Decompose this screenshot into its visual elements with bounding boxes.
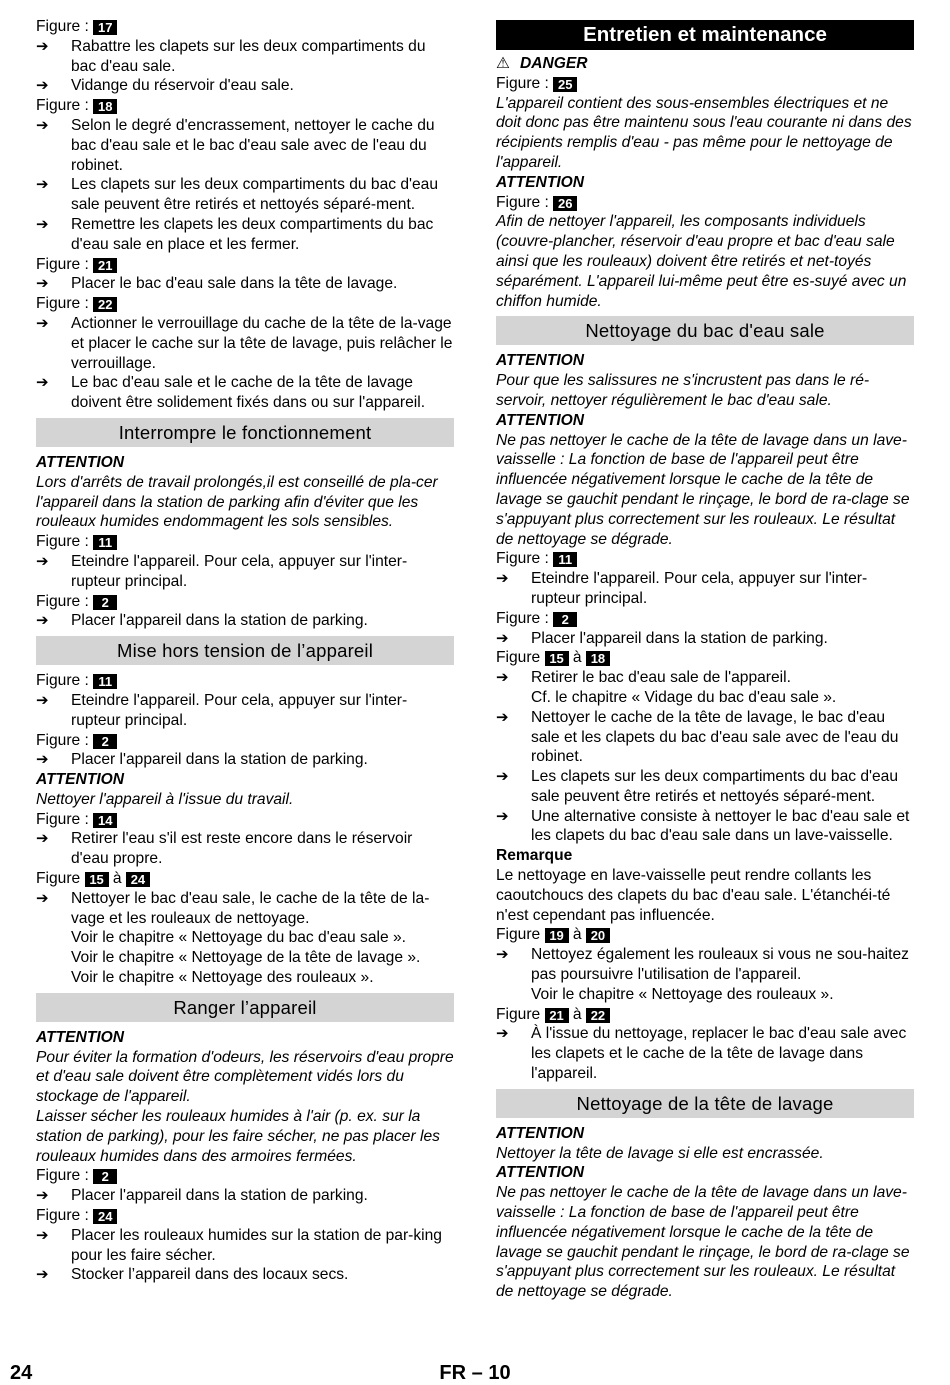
step-text-block <box>71 750 454 770</box>
figure-label: Figure : <box>36 1207 89 1225</box>
arrow-icon <box>36 611 71 631</box>
figure-ref <box>36 1166 454 1186</box>
figure-number-badge: 17 <box>93 20 117 35</box>
step-text-block <box>531 708 914 767</box>
danger-label <box>496 54 914 74</box>
step-text-block <box>71 373 454 413</box>
figure-number-badge: 2 <box>93 734 117 749</box>
figure-range-separator: à <box>572 926 582 944</box>
attention-label: ATTENTION <box>496 1164 585 1182</box>
figure-ref <box>36 810 454 830</box>
figure-number-badge: 11 <box>93 535 117 550</box>
warning-text: Nettoyer l'appareil à l'issue du travail. <box>36 790 294 808</box>
arrow-icon <box>36 314 71 373</box>
instruction-step <box>496 708 914 767</box>
warning-text: Laisser sécher les rouleaux humides à l'air (p. ex. sur la station de parking), pour les faire sécher, ne pas placer les rouleaux humides dans des armoires fermées. <box>36 1108 440 1165</box>
figure-label: Figure : <box>496 193 549 211</box>
step-text-block <box>71 76 454 96</box>
instruction-step <box>36 611 454 631</box>
step-text: Placer l'appareil dans la station de parking. <box>531 629 828 647</box>
instruction-step <box>36 691 454 731</box>
figure-ref <box>496 925 914 945</box>
figure-ref <box>36 17 454 37</box>
step-text-block <box>71 829 454 869</box>
figure-ref <box>36 96 454 116</box>
figure-label: Figure <box>496 649 541 667</box>
figure-ref <box>496 549 914 569</box>
arrow-icon <box>36 1265 71 1285</box>
step-text-block <box>71 1265 454 1285</box>
page-number: 24 <box>10 1362 33 1384</box>
step-text-block <box>531 569 914 609</box>
instruction-step <box>36 37 454 77</box>
figure-label: Figure : <box>36 672 89 690</box>
step-text-block <box>531 945 914 1004</box>
figure-number-badge: 2 <box>553 612 577 627</box>
step-text: Nettoyer le bac d'eau sale, le cache de la tête de la-vage et les rouleaux de nettoyage. <box>71 889 430 927</box>
warning-text: L'appareil contient des sous-ensembles électriques et ne doit donc pas être maintenu sous l'eau courante ni dans des récipients remplis d'eau - pas même pour le nettoyage de l'appareil. <box>496 94 912 171</box>
figure-number-badge: 22 <box>586 1008 610 1023</box>
arrow-icon <box>36 274 71 294</box>
arrow-icon <box>36 750 71 770</box>
figure-label: Figure : <box>36 533 89 551</box>
attention-label: ATTENTION <box>496 1124 585 1142</box>
figure-number-badge: 14 <box>93 813 117 828</box>
step-text: À l'issue du nettoyage, replacer le bac d'eau sale avec les clapets et le cache de la tête de lavage dans l'appareil. <box>531 1025 907 1083</box>
step-text-block <box>71 611 454 631</box>
instruction-step <box>36 274 454 294</box>
figure-label: Figure : <box>496 550 549 568</box>
instruction-step <box>36 1226 454 1266</box>
arrow-icon <box>36 175 71 215</box>
figure-number-badge: 22 <box>93 297 117 312</box>
figure-ref <box>36 731 454 751</box>
instruction-step <box>36 314 454 373</box>
step-text: Actionner le verrouillage du cache de la tête de la-vage et placer le cache sur la tête de lavage, puis relâcher le verrouillage. <box>71 314 453 372</box>
chapter-heading: Entretien et maintenance <box>496 20 914 50</box>
step-reference: Voir le chapitre « Nettoyage des rouleaux ». <box>531 985 834 1003</box>
figure-ref <box>496 609 914 629</box>
step-text: Selon le degré d'encrassement, nettoyer le cache du bac d'eau sale et le bac d'eau sale avec de l'eau du robinet. <box>71 116 435 174</box>
warning-triangle-icon: ⚠ <box>496 55 510 72</box>
arrow-icon <box>36 829 71 869</box>
figure-label: Figure : <box>36 810 89 828</box>
arrow-icon <box>496 945 531 1004</box>
figure-label: Figure : <box>36 18 89 35</box>
arrow-icon <box>36 37 71 77</box>
arrow-icon <box>496 629 531 649</box>
figure-number-badge: 18 <box>93 99 117 114</box>
step-reference: Voir le chapitre « Nettoyage de la tête de lavage ». <box>71 949 421 967</box>
warning-text: Nettoyer la tête de lavage si elle est encrassée. <box>496 1144 824 1162</box>
figure-label: Figure <box>36 870 81 888</box>
figure-ref <box>496 1005 914 1025</box>
step-text: Placer les rouleaux humides sur la station de par-king pour les faire sécher. <box>71 1226 442 1264</box>
step-text-block <box>531 629 914 649</box>
note-label: Remarque <box>496 847 573 865</box>
step-text: Placer le bac d'eau sale dans la tête de lavage. <box>71 275 398 293</box>
left-column <box>36 17 454 1285</box>
figure-number-badge: 20 <box>586 928 610 943</box>
step-text: Placer l'appareil dans la station de parking. <box>71 612 368 630</box>
arrow-icon <box>36 116 71 175</box>
step-text-block <box>531 668 914 708</box>
figure-number-badge: 18 <box>586 651 610 666</box>
attention-label: ATTENTION <box>36 771 125 789</box>
step-text: Le bac d'eau sale et le cache de la tête de lavage doivent être solidement fixés dans ou sur l'appareil. <box>71 374 426 412</box>
figure-number-badge: 25 <box>553 77 577 92</box>
arrow-icon <box>496 767 531 807</box>
warning-text: Lors d'arrêts de travail prolongés,il est conseillé de pla-cer l'appareil dans la station de parking afin d'éviter que les rouleaux humides endommagent les sols sensibles. <box>36 473 438 531</box>
arrow-icon <box>36 691 71 731</box>
instruction-step <box>496 1024 914 1083</box>
instruction-step <box>496 668 914 708</box>
attention-label: ATTENTION <box>36 453 125 471</box>
step-text: Eteindre l'appareil. Pour cela, appuyer sur l'inter-rupteur principal. <box>71 691 408 729</box>
step-text: Eteindre l'appareil. Pour cela, appuyer sur l'inter-rupteur principal. <box>531 570 868 607</box>
figure-label: Figure : <box>36 731 89 749</box>
attention-label: ATTENTION <box>496 173 585 191</box>
figure-number-badge: 15 <box>545 651 569 666</box>
figure-number-badge: 19 <box>545 928 569 943</box>
step-text: Les clapets sur les deux compartiments du bac d'eau sale peuvent être retirés et nettoyés séparé-ment. <box>71 176 439 214</box>
warning-text: Ne pas nettoyer le cache de la tête de lavage dans un lave-vaisselle : La fonction de base de l'appareil peut être influencée négativement lorsque le cache de la tête de lavage se gauchit pendant le rinçage, le bord de ra-clage se s'appuyant plus correctement sur les rouleaux. Le résultat de nettoyage se dégrade. <box>496 431 910 548</box>
figure-ref <box>496 648 914 668</box>
step-text-block <box>531 1024 914 1083</box>
warning-text: Pour éviter la formation d'odeurs, les réservoirs d'eau propre et d'eau sale doivent être complètement vidés lors du stockage de l'appareil. <box>36 1048 454 1106</box>
instruction-step <box>36 552 454 592</box>
step-text-block <box>71 691 454 731</box>
step-text: Placer l'appareil dans la station de parking. <box>71 1187 368 1205</box>
figure-number-badge: 11 <box>553 552 577 567</box>
figure-number-badge: 21 <box>545 1008 569 1023</box>
arrow-icon <box>496 807 531 847</box>
section-heading: Nettoyage du bac d'eau sale <box>496 316 914 345</box>
step-text: Remettre les clapets les deux compartiments du bac d'eau sale en place et les fermer. <box>71 215 434 253</box>
step-text: Retirer l'eau s'il est reste encore dans le réservoir d'eau propre. <box>71 830 413 868</box>
arrow-icon <box>36 889 71 988</box>
step-text-block <box>71 1226 454 1266</box>
arrow-icon <box>36 373 71 413</box>
figure-number-badge: 24 <box>126 872 150 887</box>
step-text-block <box>71 116 454 175</box>
instruction-step <box>36 1186 454 1206</box>
instruction-step <box>36 116 454 175</box>
instruction-step <box>36 76 454 96</box>
figure-number-badge: 21 <box>93 258 117 273</box>
figure-number-badge: 24 <box>93 1209 117 1224</box>
step-text-block <box>71 175 454 215</box>
figure-number-badge: 2 <box>93 595 117 610</box>
figure-ref <box>36 1206 454 1226</box>
warning-text: Afin de nettoyer l'appareil, les composants individuels (couvre-plancher, réservoir d'eau propre et bac d'eau sale ainsi que les rouleaux) doivent être retirés et net-toyés séparément. L'appareil lui-même peut être es-suyé avec un chiffon humide. <box>496 213 907 310</box>
figure-number-badge: 11 <box>93 674 117 689</box>
figure-label: Figure : <box>36 255 89 273</box>
step-text: Nettoyer le cache de la tête de lavage, le bac d'eau sale et les clapets du bac d'eau sale avec de l'eau du robinet. <box>531 708 899 766</box>
attention-label: ATTENTION <box>496 411 585 429</box>
instruction-step <box>36 750 454 770</box>
step-text-block <box>531 807 914 847</box>
figure-range-separator: à <box>572 1005 582 1023</box>
figure-label: Figure : <box>496 74 549 92</box>
figure-label: Figure <box>496 1005 541 1023</box>
instruction-step <box>496 767 914 807</box>
step-text: Rabattre les clapets sur les deux compartiments du bac d'eau sale. <box>71 37 426 75</box>
step-reference: Voir le chapitre « Nettoyage du bac d'eau sale ». <box>71 929 406 947</box>
arrow-icon <box>496 569 531 609</box>
figure-range-separator: à <box>572 649 582 667</box>
figure-ref <box>36 869 454 889</box>
step-text-block <box>71 889 454 988</box>
arrow-icon <box>36 1226 71 1266</box>
instruction-step <box>36 215 454 255</box>
step-text-block <box>71 37 454 77</box>
figure-range-separator: à <box>112 870 122 888</box>
figure-ref <box>496 193 914 213</box>
step-text-block <box>71 314 454 373</box>
figure-label: Figure : <box>36 295 89 313</box>
danger-text: DANGER <box>519 55 588 72</box>
instruction-step <box>496 569 914 609</box>
step-text: Stocker l’appareil dans des locaux secs. <box>71 1266 349 1284</box>
figure-ref <box>36 671 454 691</box>
step-text-block <box>71 1186 454 1206</box>
section-heading: Interrompre le fonctionnement <box>36 418 454 447</box>
figure-ref <box>36 532 454 552</box>
figure-ref <box>36 294 454 314</box>
arrow-icon <box>496 1024 531 1083</box>
arrow-icon <box>36 76 71 96</box>
figure-label: Figure : <box>496 609 549 627</box>
step-text-block <box>531 767 914 807</box>
instruction-step <box>496 807 914 847</box>
arrow-icon <box>496 668 531 708</box>
step-text-block <box>71 274 454 294</box>
instruction-step <box>36 1265 454 1285</box>
figure-label: Figure : <box>36 1167 89 1185</box>
figure-number-badge: 15 <box>85 872 109 887</box>
warning-text: Pour que les salissures ne s'incrustent pas dans le ré-servoir, nettoyer régulièrement le bac d'eau sale. <box>496 372 870 409</box>
instruction-step <box>36 373 454 413</box>
step-reference: Voir le chapitre « Nettoyage des rouleaux ». <box>71 969 374 987</box>
figure-number-badge: 2 <box>93 1169 117 1184</box>
body-text: Le nettoyage en lave-vaisselle peut rendre collants les caoutchoucs des clapets du bac d'eau sale. L'étanchéi-té n'est cependant pas influencée. <box>496 867 891 924</box>
attention-label: ATTENTION <box>36 1028 125 1046</box>
section-heading: Ranger l’appareil <box>36 993 454 1022</box>
step-reference: Cf. le chapitre « Vidage du bac d'eau sale ». <box>531 688 837 706</box>
step-text: Une alternative consiste à nettoyer le bac d'eau sale et les clapets du bac d'eau sale dans un lave-vaisselle. <box>531 807 910 845</box>
page-code: FR – 10 <box>439 1362 511 1384</box>
instruction-step <box>36 175 454 215</box>
step-text: Retirer le bac d'eau sale de l'appareil. <box>531 669 791 687</box>
step-text-block <box>71 552 454 592</box>
figure-ref <box>36 592 454 612</box>
instruction-step <box>36 889 454 988</box>
figure-label: Figure : <box>36 592 89 610</box>
instruction-step <box>36 829 454 869</box>
step-text: Placer l'appareil dans la station de parking. <box>71 751 368 769</box>
instruction-step <box>496 629 914 649</box>
step-text-block <box>71 215 454 255</box>
step-text: Vidange du réservoir d'eau sale. <box>71 77 294 95</box>
figure-label: Figure : <box>36 97 89 115</box>
step-text: Les clapets sur les deux compartiments du bac d'eau sale peuvent être retirés et nettoyés séparé-ment. <box>531 768 899 805</box>
step-text: Nettoyez également les rouleaux si vous ne sou-haitez pas poursuivre l'utilisation de l'appareil. <box>531 946 909 984</box>
attention-label: ATTENTION <box>496 352 585 370</box>
step-text: Eteindre l'appareil. Pour cela, appuyer sur l'inter-rupteur principal. <box>71 552 408 590</box>
figure-ref <box>36 255 454 275</box>
arrow-icon <box>36 1186 71 1206</box>
figure-ref <box>496 74 914 94</box>
section-heading: Nettoyage de la tête de lavage <box>496 1089 914 1118</box>
arrow-icon <box>36 215 71 255</box>
instruction-step <box>496 945 914 1004</box>
section-heading: Mise hors tension de l’appareil <box>36 636 454 665</box>
right-column <box>496 17 914 1302</box>
figure-label: Figure <box>496 926 541 944</box>
warning-text: Ne pas nettoyer le cache de la tête de lavage dans un lave-vaisselle : La fonction de base de l'appareil peut être influencée négativement lorsque le cache de la tête de lavage se gauchit pendant le rinçage, le bord de ra-clage se s'appuyant plus correctement sur les rouleaux. Le résultat de nettoyage se dégrade. <box>496 1184 910 1301</box>
arrow-icon <box>496 708 531 767</box>
figure-number-badge: 26 <box>553 196 577 211</box>
arrow-icon <box>36 552 71 592</box>
